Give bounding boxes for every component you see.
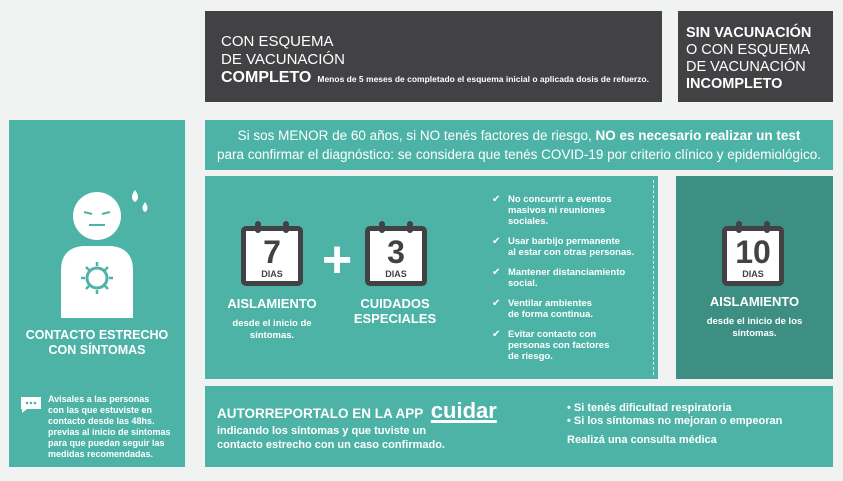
- care-item: ✔ Evitar contacto con personas con factores de riesgo.: [492, 329, 610, 362]
- calendar-3-days-icon: [365, 226, 427, 286]
- contact-title: [9, 328, 185, 358]
- notice-text: [48, 394, 184, 460]
- isolation-sub-line: desde el inicio de: [232, 318, 312, 329]
- report-bullet: • Si los síntomas no mejoran o empeoran: [567, 415, 783, 427]
- special-care-label-line: ESPECIALES: [353, 311, 437, 326]
- report-title-text: AUTORREPORTALO EN LA APP: [217, 406, 424, 421]
- header-line: DE VACUNACIÓN: [686, 59, 806, 75]
- care-item: ✔ Usar barbijo permanente al estar con otras personas.: [492, 236, 635, 258]
- report-panel: [205, 386, 833, 467]
- diagnosis-banner: [205, 120, 833, 170]
- header-bold: INCOMPLETO: [686, 76, 783, 92]
- header-complete-vaccination: [205, 11, 662, 102]
- contact-title-line: CON SÍNTOMAS: [48, 343, 146, 357]
- special-care-list: [482, 176, 658, 379]
- report-consult: Realizá una consulta médica: [567, 434, 717, 446]
- report-bullets: [567, 402, 782, 447]
- header-incomplete-vaccination: [678, 11, 833, 102]
- isolation-sub: [676, 316, 833, 340]
- notice-line: Avisales a las personas: [48, 394, 150, 404]
- days-label: DIAS: [385, 269, 407, 279]
- plus-sign: +: [321, 231, 353, 289]
- diagnosis-text: Si sos MENOR de 60 años, si NO tenés factores de riesgo,: [237, 128, 596, 143]
- header-note: Menos de 5 meses de completado el esquema inicial o aplicada dosis de refuerzo.: [317, 74, 649, 84]
- notice-line: previas al inicio de síntomas: [48, 427, 171, 437]
- care-item: ✔ No concurrir a eventos masivos ni reuniones sociales.: [492, 194, 612, 227]
- diagnosis-text: para confirmar el diagnóstico: se considera que tenés COVID-19 por criterio clínico y epidemiológico.: [216, 147, 822, 162]
- days-label: DIAS: [261, 269, 283, 279]
- check-icon: ✔: [492, 267, 501, 278]
- notice-line: contacto desde las 48hs.: [48, 416, 155, 426]
- notice-line: medidas recomendadas.: [48, 449, 154, 459]
- days-number: 3: [387, 234, 405, 270]
- header-line: SIN VACUNACIÓN: [686, 25, 812, 41]
- header-line: O CON ESQUEMA: [686, 42, 811, 58]
- cuidar-app-logo: cuidar: [430, 398, 497, 423]
- calendar-10-days-icon: [722, 226, 784, 286]
- isolation-label: AISLAMIENTO: [709, 294, 800, 309]
- special-care-label: [345, 296, 445, 326]
- header-bold: COMPLETO: [221, 69, 312, 86]
- isolation-label: AISLAMIENTO: [227, 296, 317, 311]
- person-with-virus-icon: [47, 178, 157, 318]
- diagnosis-bold: NO es necesario realizar un test: [595, 128, 801, 143]
- contact-title-line: CONTACTO ESTRECHO: [25, 328, 169, 342]
- isolation-sub-line: síntomas.: [249, 330, 295, 341]
- isolation-sub-line: desde el inicio de los: [706, 316, 803, 327]
- chat-bubble-icon: [19, 395, 43, 415]
- report-title: [217, 398, 497, 424]
- days-label: DIAS: [742, 269, 764, 279]
- header-line: DE VACUNACIÓN: [221, 51, 345, 68]
- notice-line: con las que estuviste en: [48, 405, 153, 415]
- care-item: ✔ Mantener distanciamiento social.: [492, 267, 626, 289]
- isolation-sub: [217, 318, 327, 342]
- check-icon: ✔: [492, 329, 501, 340]
- calendar-7-days-icon: [241, 226, 303, 286]
- check-icon: ✔: [492, 194, 501, 205]
- check-icon: ✔: [492, 298, 501, 309]
- report-desc-line: indicando los síntomas y que tuviste un: [217, 425, 427, 437]
- report-desc: [217, 424, 445, 452]
- report-bullet: • Si tenés dificultad respiratoria: [567, 402, 732, 414]
- days-number: 10: [735, 234, 771, 270]
- days-number: 7: [263, 234, 281, 270]
- header-line: CON ESQUEMA: [221, 33, 334, 50]
- special-care-label-line: CUIDADOS: [360, 296, 430, 311]
- care-item: ✔ Ventilar ambientes de forma continua.: [492, 298, 593, 320]
- isolation-sub-line: síntomas.: [732, 328, 777, 339]
- isolation-incomplete-panel: [676, 176, 833, 379]
- check-icon: ✔: [492, 236, 501, 247]
- care-items: [482, 176, 658, 379]
- notice-line: para que puedan seguir las: [48, 438, 165, 448]
- report-desc-line: contacto estrecho con un caso confirmado.: [217, 439, 445, 451]
- left-panel: [9, 120, 185, 467]
